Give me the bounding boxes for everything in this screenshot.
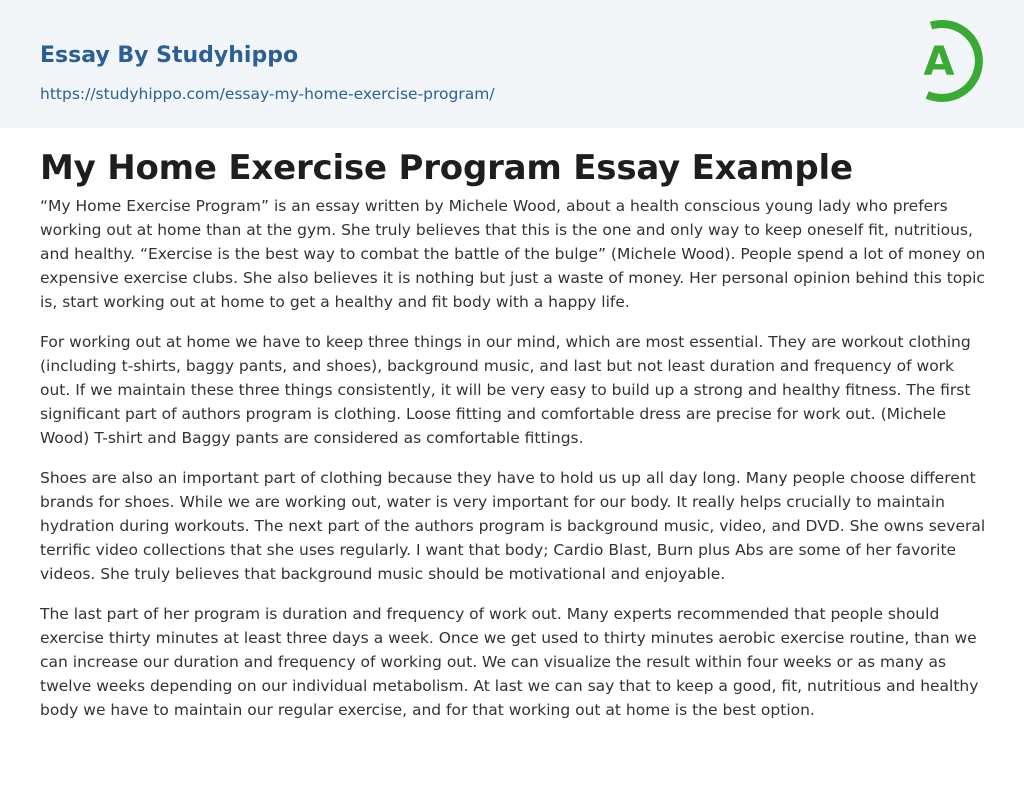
page-url-link[interactable]: https://studyhippo.com/essay-my-home-exercise-program/ [40,85,495,103]
studyhippo-logo-icon[interactable] [906,18,990,106]
page-title: My Home Exercise Program Essay Example [40,148,853,188]
essay-body [40,194,986,722]
essay-paragraph-1: “My Home Exercise Program” is an essay written by Michele Wood, about a health conscious young lady who prefers working out at home than at the gym. She truly believes that this is the one and only way to keep oneself fit, nutritious, and healthy. “Exercise is the best way to combat the battle of the bulge” (Michele Wood). People spend a lot of money on expensive exercise clubs. She also believes it is nothing but just a waste of money. Her personal opinion behind this topic is, start working out at home to get a healthy and fit body with a happy life. [40,197,986,311]
essay-paragraph-3: Shoes are also an important part of clothing because they have to hold us up all day long. Many people choose different brands for shoes. While we are working out, water is very important for our body. It really helps crucially to maintain hydration during workouts. The next part of the authors program is background music, video, and DVD. She owns several terrific video collections that she uses regularly. I want that body; Cardio Blast, Burn plus Abs are some of her favorite videos. She truly believes that background music should be motivational and enjoyable. [40,469,986,583]
site-header [0,0,1024,128]
article [40,144,986,738]
essay-paragraph-4: The last part of her program is duration and frequency of work out. Many experts recommended that people should exercise thirty minutes at least three days a week. Once we get used to thirty minutes aerobic exercise routine, than we can increase our duration and frequency of working out. We can visualize the result within four weeks or as many as twelve weeks depending on our individual metabolism. At last we can say that to keep a good, fit, nutritious and healthy body we have to maintain our regular exercise, and for that working out at home is the best option. [40,605,979,719]
site-title[interactable]: Essay By Studyhippo [40,43,299,68]
logo-letter: A [923,39,955,85]
essay-paragraph-2: For working out at home we have to keep three things in our mind, which are most essential. They are workout clothing (including t-shirts, baggy pants, and shoes), background music, and last but not least duration and frequency of work out. If we maintain these three things consistently, it will be very easy to build up a strong and healthy fitness. The first significant part of authors program is clothing. Loose fitting and comfortable dress are precise for work out. (Michele Wood) T-shirt and Baggy pants are considered as comfortable fittings. [40,333,971,447]
